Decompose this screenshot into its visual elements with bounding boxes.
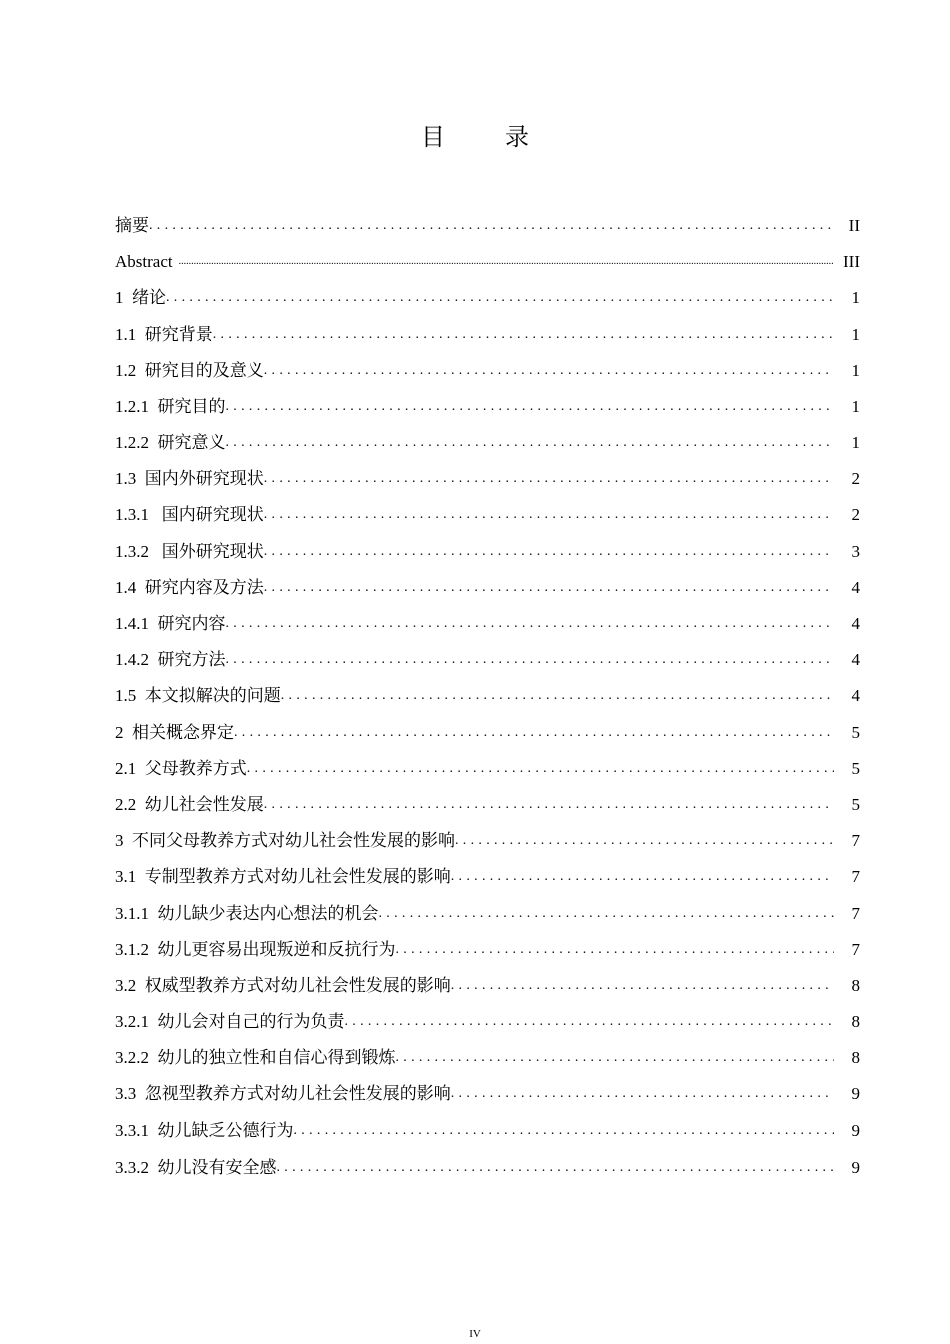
dot-leader: [264, 534, 834, 570]
toc-entry-label: 1.5 本文拟解决的问题: [115, 686, 281, 706]
dot-leader: [264, 497, 834, 533]
toc-entry-page: 7: [851, 903, 860, 923]
toc-entry-page: 7: [851, 867, 860, 887]
toc-entry-abstract-en[interactable]: [115, 244, 860, 280]
toc-entry-label: 2 相关概念界定: [115, 722, 234, 742]
page-title: 目 录: [421, 125, 547, 151]
toc-entry-label: 3.1.1 幼儿缺少表达内心想法的机会: [115, 903, 379, 923]
toc-entry[interactable]: [115, 678, 860, 714]
dot-leader: [264, 787, 834, 823]
toc-entry-page: II: [848, 215, 860, 235]
toc-entry-label: Abstract: [115, 252, 173, 272]
dot-leader: [294, 1113, 835, 1149]
dot-leader: [277, 1149, 835, 1187]
toc-entry-page: 2: [851, 469, 860, 489]
toc-entry-label: 1.4.2 研究方法: [115, 650, 226, 670]
toc-entry-page: 1: [851, 433, 860, 453]
dot-leader: [379, 896, 835, 932]
toc-entry[interactable]: [115, 389, 860, 425]
toc-entry-page: 8: [851, 1012, 860, 1032]
toc-entry-label: 3 不同父母教养方式对幼儿社会性发展的影响: [115, 831, 455, 851]
toc-entry-page: 7: [851, 939, 860, 959]
toc-entry-page: 4: [851, 686, 860, 706]
dot-leader: [396, 1040, 835, 1076]
toc-entry-page: 5: [851, 794, 860, 814]
toc-entry-page: 4: [851, 614, 860, 634]
toc-entry[interactable]: [115, 968, 860, 1004]
toc-entry-page: 1: [851, 324, 860, 344]
toc-entry-page: 1: [851, 288, 860, 308]
toc-entry[interactable]: [115, 896, 860, 932]
toc-entry-label: 1.2 研究目的及意义: [115, 360, 264, 380]
toc-entry-label: 2.1 父母教养方式: [115, 758, 247, 778]
toc-entry-label: 摘要: [115, 215, 149, 235]
toc-entry-page: 9: [851, 1120, 860, 1140]
toc-entry-label: 1.2.1 研究目的: [115, 396, 226, 416]
dot-leader: [264, 570, 834, 606]
toc-entry-page: 4: [851, 577, 860, 597]
toc-entry-page: III: [843, 252, 860, 272]
dot-leader: [226, 606, 835, 642]
toc-entry[interactable]: [115, 932, 860, 968]
dot-leader: [451, 859, 834, 895]
toc-entry-label: 3.2.2 幼儿的独立性和自信心得到锻炼: [115, 1048, 396, 1068]
toc-entry-page: 9: [851, 1157, 860, 1177]
toc-entry-page: 5: [851, 758, 860, 778]
toc-entry[interactable]: [115, 787, 860, 823]
dot-leader: [345, 1004, 835, 1040]
toc-entry[interactable]: [115, 642, 860, 678]
toc-entry-page: 1: [851, 396, 860, 416]
toc-entry[interactable]: [115, 353, 860, 389]
toc-entry-label: 3.3.1 幼儿缺乏公德行为: [115, 1120, 294, 1140]
toc-entry-label: 2.2 幼儿社会性发展: [115, 794, 264, 814]
toc-entry-page: 8: [851, 975, 860, 995]
toc-entry[interactable]: [115, 280, 860, 316]
dot-leader: [247, 751, 834, 787]
toc-entry[interactable]: [115, 859, 860, 895]
toc-entry-label: 3.2.1 幼儿会对自己的行为负责: [115, 1012, 345, 1032]
toc-entry-label: 1 绪论: [115, 288, 166, 308]
dot-leader: [149, 208, 834, 244]
toc-entry-abstract-cn[interactable]: [115, 208, 860, 244]
toc-entry-label: 3.1.2 幼儿更容易出现叛逆和反抗行为: [115, 939, 396, 959]
toc-entry-label: 1.1 研究背景: [115, 324, 213, 344]
toc-entry-label: 1.2.2 研究意义: [115, 433, 226, 453]
dot-leader: [226, 425, 835, 461]
toc-entry-label: 3.3.2 幼儿没有安全感: [115, 1157, 277, 1177]
toc-entry[interactable]: [115, 1077, 860, 1113]
toc-entry[interactable]: [115, 715, 860, 751]
toc-entry[interactable]: [115, 1040, 860, 1076]
toc-entry-label: 3.1 专制型教养方式对幼儿社会性发展的影响: [115, 867, 451, 887]
toc-entry[interactable]: [115, 823, 860, 859]
dot-leader: [451, 1076, 834, 1112]
dot-leader: [226, 389, 835, 425]
dot-leader: [264, 353, 834, 389]
dot-leader: [226, 642, 835, 678]
toc-entry-page: 8: [851, 1048, 860, 1068]
toc-entry[interactable]: [115, 425, 860, 461]
toc-entry-page: 7: [851, 831, 860, 851]
dot-leader: [179, 244, 834, 280]
toc-entry-page: 5: [851, 722, 860, 742]
toc-entry-label: 1.4.1 研究内容: [115, 614, 226, 634]
toc-entry-label: 3.2 权威型教养方式对幼儿社会性发展的影响: [115, 975, 451, 995]
toc-entry-label: 3.3 忽视型教养方式对幼儿社会性发展的影响: [115, 1084, 451, 1104]
toc-entry-page: 3: [851, 541, 860, 561]
toc-entry[interactable]: [115, 751, 860, 787]
toc-entry-label: 1.4 研究内容及方法: [115, 577, 264, 597]
toc-entry[interactable]: [115, 1004, 860, 1040]
dot-leader: [396, 932, 835, 968]
toc-entry-page: 2: [851, 505, 860, 525]
toc-entry-page: 1: [851, 360, 860, 380]
toc-entry[interactable]: [115, 570, 860, 606]
dot-leader: [213, 317, 834, 353]
page-number: IV: [469, 1328, 481, 1340]
toc-entry[interactable]: [115, 461, 860, 497]
toc-entry-label: 1.3.2 国外研究现状: [115, 541, 264, 561]
toc-entry[interactable]: [115, 1113, 860, 1149]
dot-leader: [455, 823, 834, 859]
toc-entry-page: 9: [851, 1084, 860, 1104]
dot-leader: [264, 461, 834, 497]
dot-leader: [281, 678, 834, 714]
toc-entry-label: 1.3 国内外研究现状: [115, 469, 264, 489]
dot-leader: [234, 715, 834, 751]
toc-entry[interactable]: [115, 534, 860, 570]
toc-entry[interactable]: [115, 317, 860, 353]
toc-entry-page: 4: [851, 650, 860, 670]
dot-leader: [166, 280, 834, 316]
table-of-contents: [115, 208, 860, 1187]
toc-entry[interactable]: [115, 498, 860, 534]
dot-leader: [451, 968, 834, 1004]
toc-entry[interactable]: [115, 606, 860, 642]
toc-entry[interactable]: [115, 1149, 860, 1187]
toc-entry-label: 1.3.1 国内研究现状: [115, 505, 264, 525]
